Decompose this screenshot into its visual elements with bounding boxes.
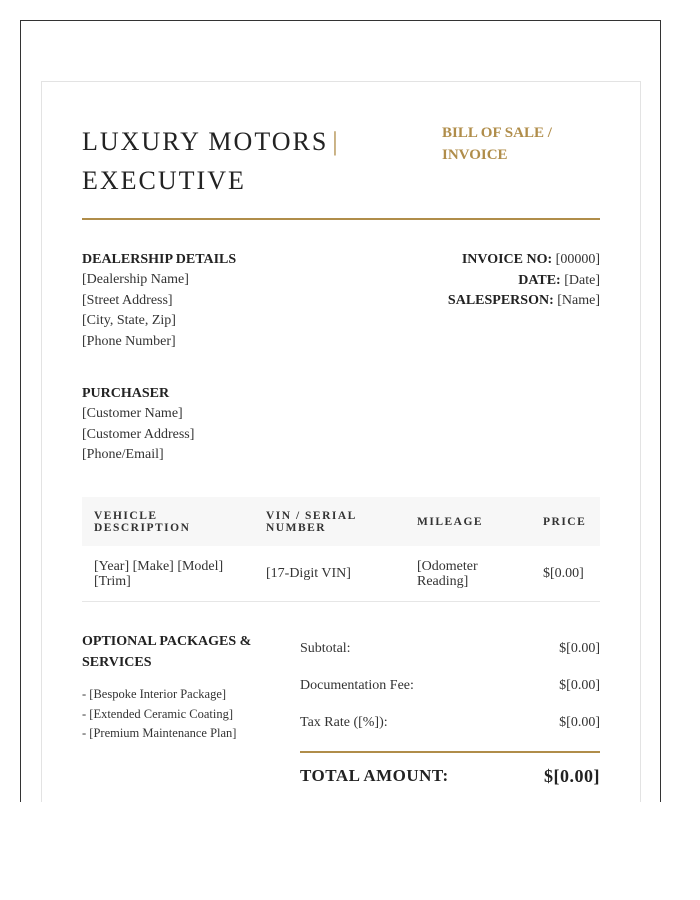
total-amount-value: $[0.00] bbox=[544, 766, 600, 786]
header-mileage: MILEAGE bbox=[417, 515, 484, 528]
brand-subtitle: EXECUTIVE bbox=[82, 166, 246, 195]
list-item: - [Extended Ceramic Coating] bbox=[82, 706, 233, 721]
vin-cell: [17-Digit VIN] bbox=[266, 566, 351, 581]
dealership-phone: [Phone Number] bbox=[82, 334, 176, 350]
invoice-number bbox=[448, 250, 600, 271]
invoice-number-value: [00000] bbox=[555, 252, 600, 267]
table-row bbox=[82, 546, 600, 602]
vehicle-table-header bbox=[82, 497, 600, 546]
tax-value: $[0.00] bbox=[559, 715, 600, 730]
dealership-details bbox=[82, 250, 236, 353]
invoice-number-label: INVOICE NO: bbox=[461, 252, 553, 267]
subtotal-row bbox=[300, 638, 600, 675]
purchaser-details bbox=[82, 384, 194, 466]
dealership-city: [City, State, Zip] bbox=[82, 313, 176, 329]
dealership-name: [Dealership Name] bbox=[82, 272, 189, 287]
documentation-fee-value: $[0.00] bbox=[559, 678, 600, 693]
salesperson-label: SALESPERSON: bbox=[447, 293, 554, 308]
brand-name: LUXURY MOTORS bbox=[82, 127, 329, 156]
optional-packages bbox=[82, 631, 272, 744]
invoice-date-label: DATE: bbox=[518, 272, 561, 288]
totals-summary bbox=[300, 638, 600, 786]
totals-divider bbox=[300, 751, 600, 753]
invoice-salesperson bbox=[448, 291, 600, 312]
invoice-date bbox=[448, 271, 600, 292]
documentation-fee-row bbox=[300, 675, 600, 712]
brand-title bbox=[82, 122, 422, 200]
subtotal-value: $[0.00] bbox=[559, 641, 600, 656]
customer-name: [Customer Name] bbox=[82, 406, 183, 421]
dealership-title: DEALERSHIP DETAILS bbox=[82, 252, 237, 267]
vehicle-table bbox=[82, 497, 600, 602]
customer-contact: [Phone/Email] bbox=[82, 447, 164, 463]
document-type-line-2: INVOICE bbox=[442, 147, 508, 163]
tax-row bbox=[300, 712, 600, 749]
vehicle-description-cell: [Year] [Make] [Model] [Trim] bbox=[94, 558, 224, 589]
document-type bbox=[442, 122, 602, 166]
total-amount-row bbox=[300, 765, 600, 787]
packages-title: OPTIONAL PACKAGES & SERVICES bbox=[82, 634, 252, 670]
invoice-date-value: [Date] bbox=[564, 272, 600, 288]
mileage-cell: [Odometer Reading] bbox=[417, 558, 478, 589]
price-cell: $[0.00] bbox=[543, 566, 584, 581]
header-vehicle-description: VEHICLE DESCRIPTION bbox=[94, 509, 191, 534]
document-type-line-1: BILL OF SALE / bbox=[442, 125, 552, 141]
invoice-meta bbox=[448, 250, 600, 312]
list-item: - [Bespoke Interior Package] bbox=[82, 687, 227, 701]
documentation-fee-label: Documentation Fee: bbox=[300, 678, 414, 693]
list-item: - [Premium Maintenance Plan] bbox=[82, 726, 237, 740]
salesperson-value: [Name] bbox=[557, 293, 600, 308]
customer-address: [Customer Address] bbox=[82, 426, 195, 442]
brand-separator: | bbox=[332, 127, 340, 156]
total-amount-label: TOTAL AMOUNT: bbox=[300, 766, 449, 785]
purchaser-title: PURCHASER bbox=[82, 386, 170, 401]
subtotal-label: Subtotal: bbox=[300, 641, 351, 656]
dealership-street: [Street Address] bbox=[82, 292, 173, 308]
tax-label: Tax Rate ([%]): bbox=[300, 715, 388, 730]
header-price: PRICE bbox=[543, 515, 587, 528]
packages-list bbox=[82, 685, 272, 744]
header-divider bbox=[82, 218, 600, 220]
header-vin: VIN / SERIAL NUMBER bbox=[266, 509, 357, 534]
